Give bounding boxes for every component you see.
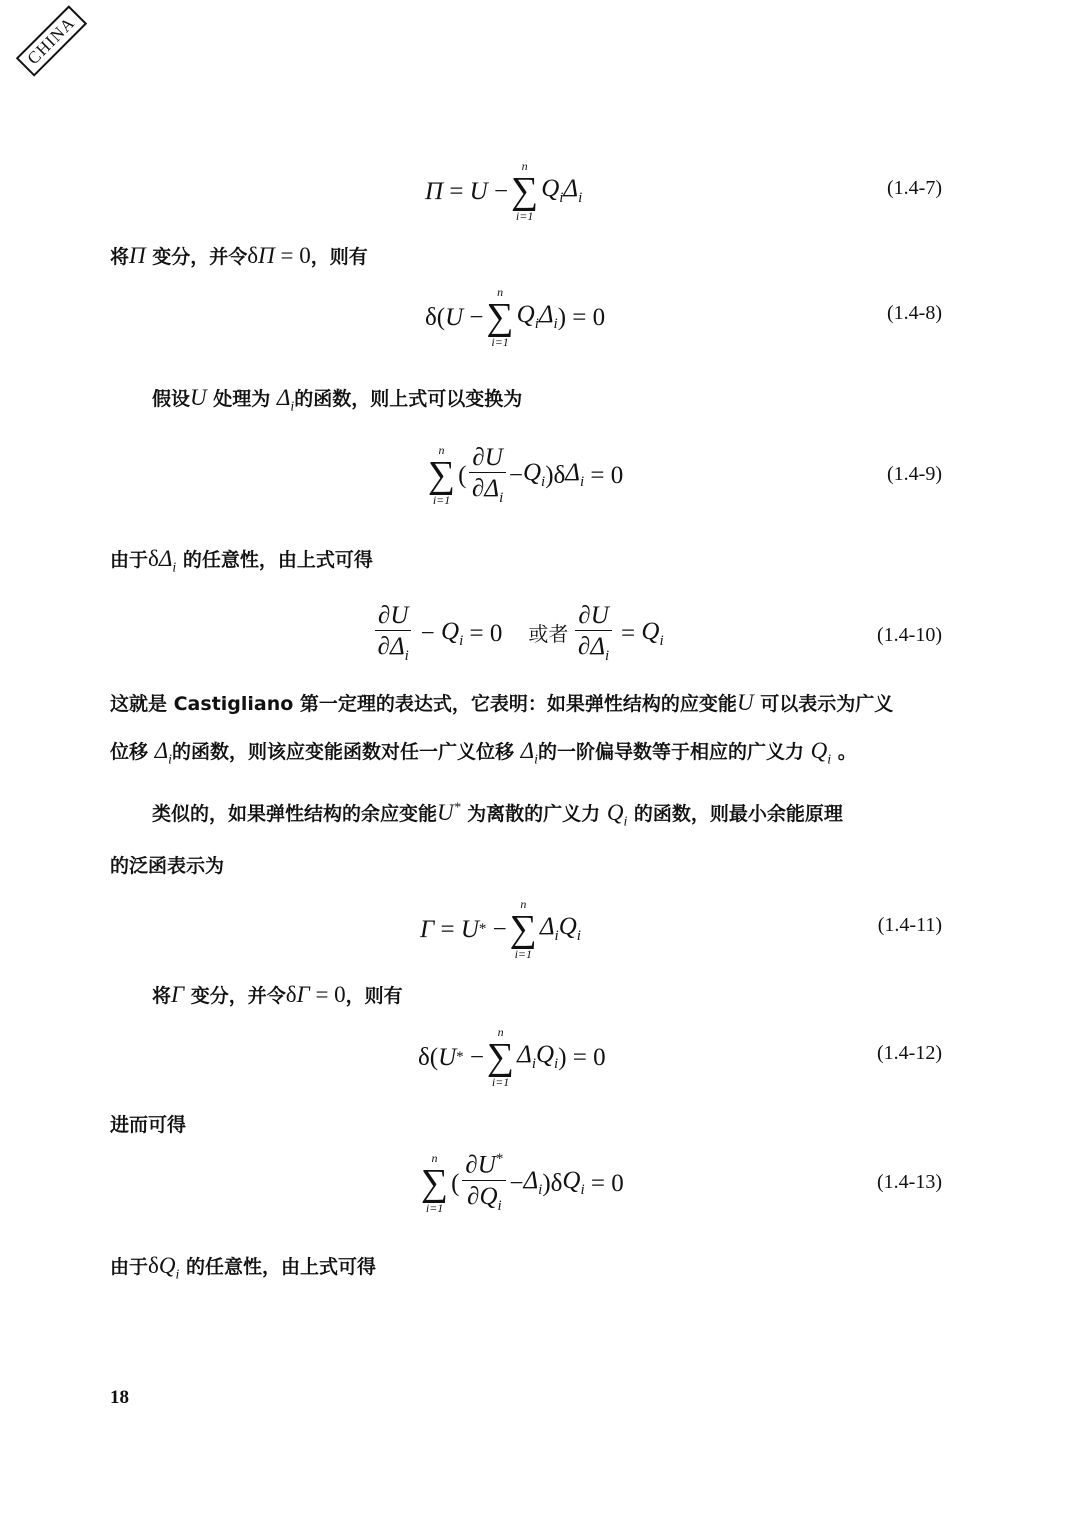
equation-1-4-12: δ( U * − n ∑ i=1 $\Delta_iQ_i$ ) = 0 (1.4-12): [418, 1025, 942, 1089]
equation-1-4-10: $\frac{\partial U}{\partial\Delta_i}$ − $Q_i$ = 0 或者 $\frac{\partial U}{\partial\Delta_i}$ = $Q_i$ (1.4-10): [0, 603, 1080, 669]
equation-number: (1.4-7): [887, 177, 942, 199]
equation-number: (1.4-8): [887, 302, 942, 324]
paragraph-7: 进而可得: [110, 1114, 187, 1136]
equation-number: (1.4-13): [877, 1171, 942, 1193]
equation-1-4-9: n ∑ i=1 ( $\frac{\partial U}{\partial\Delta_i}$ − $Q_i$ )δ $\Delta_i$ = 0 (1.4-9): [428, 443, 942, 507]
china-stamp: CHINA: [16, 5, 87, 76]
equation-1-4-7: Π = U − n ∑ i=1 $Q_i\Delta_i$ (1.4-7): [425, 159, 942, 223]
equation-number: (1.4-12): [877, 1042, 942, 1064]
equation-number: (1.4-11): [877, 914, 942, 936]
paragraph-5-line-2: 的泛函表示为: [110, 855, 225, 877]
equation-number: (1.4-10): [877, 624, 942, 646]
page-number: 18: [110, 1387, 129, 1408]
equation-1-4-8: δ( U − n ∑ i=1 $Q_i\Delta_i$ ) = 0 (1.4-8): [425, 285, 942, 349]
paragraph-6: 将Γ 变分，并令δΓ = 0，则有: [152, 982, 403, 1007]
equation-1-4-11: Γ = U * − n ∑ i=1 $\Delta_iQ_i$ (1.4-11): [420, 897, 942, 961]
paragraph-5-line-1: 类似的，如果弹性结构的余应变能U* 为离散的广义力 $Q_i$ 的函数，则最小余能原理: [152, 799, 843, 829]
equation-1-4-13: n ∑ i=1 ( $\frac{\partial U^*}{\partial Q_i}$ − $\Delta_i$ )δ $Q_i$ = 0 (1.4-13): [421, 1151, 942, 1215]
equation-number: (1.4-9): [887, 463, 942, 485]
paragraph-4-line-1: 这就是 Castigliano 第一定理的表达式，它表明：如果弹性结构的应变能U 可以表示为广义: [110, 690, 894, 715]
paragraph-3: 由于$\delta\Delta_i$ 的任意性，由上式可得: [110, 546, 373, 575]
paragraph-4-line-2: 位移 $\Delta_i$的函数，则该应变能函数对任一广义位移 $\Delta_i$的一阶偏导数等于相应的广义力 $Q_i$ 。: [110, 738, 857, 767]
paragraph-8: 由于$\delta Q_i$ 的任意性，由上式可得: [110, 1253, 376, 1282]
paragraph-1: 将Π 变分，并令δΠ = 0，则有: [110, 243, 368, 268]
paragraph-2: 假设U 处理为 $\Delta_i$的函数，则上式可以变换为: [152, 385, 523, 414]
